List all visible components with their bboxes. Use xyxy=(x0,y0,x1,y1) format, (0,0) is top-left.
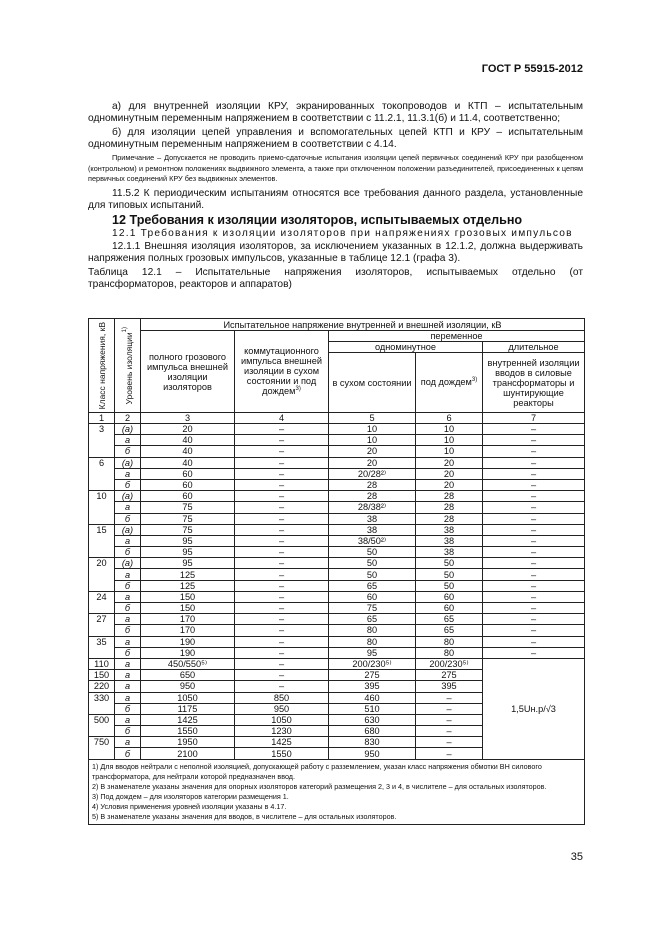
paragraph-a: а) для внутренней изоляции КРУ, экранированных токопроводов и КТП – испытательным одноминутным переменным напряжением в соответствии с 11.2.1, 11.3.1(б) и 11.4, соответственно; xyxy=(88,101,583,125)
cell-col-7: – xyxy=(483,513,585,524)
cell-col-5: 50 xyxy=(329,547,416,558)
col-rain: под дождем$^{3)}$ xyxy=(416,353,483,413)
cell-col-4: – xyxy=(235,547,329,558)
cell-col-3: 75 xyxy=(141,513,235,524)
cell-col-3: 2100 xyxy=(141,748,235,759)
cell-col-2: (а) xyxy=(115,524,141,535)
paragraph-11-5-2: 11.5.2 К периодическим испытаниям относятся все требования данного раздела, установленные для типовых испытаний. xyxy=(88,188,583,212)
cell-col-5: 38 xyxy=(329,524,416,535)
cell-col-5: 95 xyxy=(329,647,416,658)
cell-col-5: 10 xyxy=(329,435,416,446)
col-insulation-level: Уровень изоляции$^{1)}$ xyxy=(115,319,141,413)
col-lightning-impulse: полного грозового импульса внешней изоляции изоляторов xyxy=(141,331,235,413)
cell-col-4: 1425 xyxy=(235,737,329,748)
cell-col-4: – xyxy=(235,513,329,524)
cell-col-6: 50 xyxy=(416,580,483,591)
cell-col-3: 1050 xyxy=(141,692,235,703)
cell-col-3: 190 xyxy=(141,636,235,647)
cell-col-2: б xyxy=(115,479,141,490)
cell-col-5: 630 xyxy=(329,714,416,725)
cell-col-2: б xyxy=(115,603,141,614)
cell-col-5: 38/50²⁾ xyxy=(329,535,416,546)
table-row xyxy=(89,502,585,513)
one-minute-header: одноминутное xyxy=(329,342,483,353)
cell-col-4: – xyxy=(235,625,329,636)
footnote: 1) Для вводов нейтрали с неполной изоляцией, допускающей работу с разземлением, указан класс напряжения обмотки ВН силового трансформатора, для нейтрали которой предназначен ввод. xyxy=(92,761,542,781)
cell-col-6: 20 xyxy=(416,457,483,468)
subsection-title: 12.1 Требования к изоляции изоляторов при напряжениях грозовых импульсов xyxy=(112,228,573,239)
cell-col-7: – xyxy=(483,535,585,546)
cell-col-2: а xyxy=(115,692,141,703)
cell-col-5: 65 xyxy=(329,614,416,625)
cell-col-4: – xyxy=(235,569,329,580)
cell-col-3: 95 xyxy=(141,558,235,569)
cell-voltage-class: 20 xyxy=(89,558,115,592)
table-row xyxy=(89,625,585,636)
cell-col-4: – xyxy=(235,468,329,479)
table-caption: Таблица 12.1 – Испытательные напряжения изоляторов, испытываемых отдельно (от трансформаторов, реакторов и аппаратов) xyxy=(88,267,583,291)
cell-voltage-class: 15 xyxy=(89,524,115,558)
cell-col-7: – xyxy=(483,636,585,647)
cell-col-4: – xyxy=(235,479,329,490)
cell-col-4: – xyxy=(235,614,329,625)
cell-col-5: 50 xyxy=(329,569,416,580)
cell-col-4: 850 xyxy=(235,692,329,703)
cell-col-4: – xyxy=(235,580,329,591)
table-row xyxy=(89,558,585,569)
cell-col-4: – xyxy=(235,658,329,669)
cell-col-4: – xyxy=(235,502,329,513)
cell-col-3: 125 xyxy=(141,580,235,591)
table-row xyxy=(89,491,585,502)
cell-col-3: 1550 xyxy=(141,726,235,737)
cell-col-3: 40 xyxy=(141,457,235,468)
cell-col-2: а xyxy=(115,670,141,681)
cell-col-6: 60 xyxy=(416,603,483,614)
cell-col-2: б xyxy=(115,446,141,457)
table-row xyxy=(89,524,585,535)
paragraph-b: б) для изоляции цепей управления и вспомогательных цепей КТП и КРУ – испытательным одноминутным переменным напряжением в соответствии с 4.14. xyxy=(88,127,583,151)
cell-col-6: 10 xyxy=(416,446,483,457)
test-voltage-table xyxy=(88,318,585,825)
cell-col-6: 28 xyxy=(416,502,483,513)
col-voltage-class: Класс напряжения, кВ xyxy=(89,319,115,413)
cell-col-6: 20 xyxy=(416,479,483,490)
cell-col-2: а xyxy=(115,681,141,692)
cell-col-4: – xyxy=(235,524,329,535)
cell-col-2: б xyxy=(115,703,141,714)
cell-col-3: 1425 xyxy=(141,714,235,725)
cell-col-2: а xyxy=(115,658,141,669)
cell-voltage-class: 6 xyxy=(89,457,115,491)
cell-col-6: – xyxy=(416,703,483,714)
cell-col-6: 200/230⁵⁾ xyxy=(416,658,483,669)
cell-col-6: 28 xyxy=(416,513,483,524)
table-row xyxy=(89,636,585,647)
cell-col-7: – xyxy=(483,614,585,625)
table-row xyxy=(89,547,585,558)
cell-col-3: 170 xyxy=(141,614,235,625)
alternating-header: переменное xyxy=(329,331,585,342)
cell-col-2: а xyxy=(115,614,141,625)
cell-col-7: – xyxy=(483,502,585,513)
cell-col-2: а xyxy=(115,435,141,446)
cell-col-3: 75 xyxy=(141,502,235,513)
cell-col-5: 950 xyxy=(329,748,416,759)
cell-col-7: – xyxy=(483,479,585,490)
cell-col-7: – xyxy=(483,558,585,569)
col-switching-impulse: коммутационного импульса внешней изоляции в сухом состоянии и под дождем$^{3)}$ xyxy=(235,331,329,413)
cell-col-5: 65 xyxy=(329,580,416,591)
col-bushings: внутренней изоляции вводов в силовые трансформаторы и шунтирующие реакторы xyxy=(483,353,585,413)
cell-col-5: 20 xyxy=(329,457,416,468)
cell-voltage-class: 150 xyxy=(89,670,115,681)
table-row xyxy=(89,647,585,658)
cell-col-2: а xyxy=(115,468,141,479)
cell-col-4: 1050 xyxy=(235,714,329,725)
cell-col-2: (а) xyxy=(115,457,141,468)
cell-col-2: а xyxy=(115,535,141,546)
table-row xyxy=(89,603,585,614)
table-row xyxy=(89,457,585,468)
table-row xyxy=(89,424,585,435)
cell-col-2: (а) xyxy=(115,558,141,569)
cell-col-4: – xyxy=(235,535,329,546)
cell-col-5: 38 xyxy=(329,513,416,524)
cell-col-3: 170 xyxy=(141,625,235,636)
cell-col-7: – xyxy=(483,591,585,602)
section-title: 12 Требования к изоляции изоляторов, испытываемых отдельно xyxy=(112,213,523,227)
table-row xyxy=(89,658,585,669)
cell-col-7: – xyxy=(483,547,585,558)
cell-voltage-class: 220 xyxy=(89,681,115,692)
cell-col-4: 950 xyxy=(235,703,329,714)
cell-col-6: – xyxy=(416,726,483,737)
cell-col-5: 200/230⁵⁾ xyxy=(329,658,416,669)
cell-col-5: 680 xyxy=(329,726,416,737)
cell-col-4: – xyxy=(235,446,329,457)
cell-col-5: 80 xyxy=(329,636,416,647)
cell-col-2: б xyxy=(115,547,141,558)
cell-col-6: 50 xyxy=(416,558,483,569)
cell-col-6: 20 xyxy=(416,468,483,479)
cell-col-6: – xyxy=(416,748,483,759)
cell-col-4: – xyxy=(235,591,329,602)
cell-col-7: – xyxy=(483,603,585,614)
cell-col-7: – xyxy=(483,647,585,658)
cell-col-5: 460 xyxy=(329,692,416,703)
cell-col-6: 38 xyxy=(416,547,483,558)
cell-voltage-class: 750 xyxy=(89,737,115,759)
cell-col-5: 10 xyxy=(329,424,416,435)
cell-col-2: а xyxy=(115,737,141,748)
cell-col-5: 275 xyxy=(329,670,416,681)
cell-col-5: 60 xyxy=(329,591,416,602)
cell-col-2: б xyxy=(115,726,141,737)
table-row xyxy=(89,468,585,479)
cell-col-2: б xyxy=(115,748,141,759)
cell-col-3: 60 xyxy=(141,491,235,502)
cell-voltage-class: 500 xyxy=(89,714,115,736)
cell-col-5: 395 xyxy=(329,681,416,692)
cell-col-5: 830 xyxy=(329,737,416,748)
table-row xyxy=(89,435,585,446)
cell-voltage-class: 110 xyxy=(89,658,115,669)
cell-col-3: 125 xyxy=(141,569,235,580)
paragraph-12-1-1: 12.1.1 Внешняя изоляция изоляторов, за исключением указанных в 12.1.2, должна выдерживать напряжения полных грозовых импульсов, указанные в таблице 12.1 (графа 3). xyxy=(88,241,583,265)
cell-col-6: 10 xyxy=(416,435,483,446)
cell-col-6: 28 xyxy=(416,491,483,502)
cell-col-6: 38 xyxy=(416,524,483,535)
cell-voltage-class: 10 xyxy=(89,491,115,525)
table-row xyxy=(89,535,585,546)
cell-col-7: – xyxy=(483,457,585,468)
cell-col-7: – xyxy=(483,424,585,435)
cell-col-6: 38 xyxy=(416,535,483,546)
page-number: 35 xyxy=(570,851,583,863)
footnote: 4) Условия применения уровней изоляции указаны в 4.17. xyxy=(92,801,287,811)
document-header: ГОСТ Р 55915-2012 xyxy=(481,63,583,75)
cell-col-5: 510 xyxy=(329,703,416,714)
cell-col-2: а xyxy=(115,569,141,580)
cell-col-5: 75 xyxy=(329,603,416,614)
cell-col-5: 20/28²⁾ xyxy=(329,468,416,479)
cell-col-4: – xyxy=(235,647,329,658)
cell-voltage-class: 27 xyxy=(89,614,115,636)
cell-col-3: 60 xyxy=(141,479,235,490)
cell-col-6: 65 xyxy=(416,625,483,636)
footnote: 2) В знаменателе указаны значения для опорных изоляторов категорий размещения 2, 3 и 4, в числителе – для остальных изоляторов. xyxy=(92,781,547,791)
cell-col-2: (а) xyxy=(115,491,141,502)
group-header: Испытательное напряжение внутренней и внешней изоляции, кВ xyxy=(141,319,585,331)
cell-col-6: 275 xyxy=(416,670,483,681)
table-footnotes xyxy=(89,759,585,824)
cell-col-7: – xyxy=(483,580,585,591)
cell-col-6: 65 xyxy=(416,614,483,625)
table-row xyxy=(89,479,585,490)
note: Примечание – Допускается не проводить приемо-сдаточные испытания изоляции цепей первичных соединений КРУ при разобщенном (контрольном) и ремонтном положениях выдвижного элемента, а также при отключенном положении разъединителей, присоединенных к цепям первичных соединений КРУ без выдвижных элементов. xyxy=(88,153,583,183)
cell-col-6: 80 xyxy=(416,636,483,647)
cell-col-4: – xyxy=(235,424,329,435)
cell-col-3: 450/550⁵⁾ xyxy=(141,658,235,669)
table-row xyxy=(89,513,585,524)
cell-col-2: а xyxy=(115,591,141,602)
cell-col-2: б xyxy=(115,580,141,591)
footnote: 3) Под дождем – для изоляторов категории размещения 1. xyxy=(92,791,289,801)
table-row xyxy=(89,614,585,625)
cell-col-3: 75 xyxy=(141,524,235,535)
footnote: 5) В знаменателе указаны значения для вводов, в числителе – для остальных изоляторов. xyxy=(92,811,397,821)
cell-col-2: б xyxy=(115,647,141,658)
cell-col-7: – xyxy=(483,468,585,479)
cell-voltage-class: 330 xyxy=(89,692,115,714)
cell-col-2: а xyxy=(115,502,141,513)
cell-col-6: 80 xyxy=(416,647,483,658)
cell-col-3: 40 xyxy=(141,435,235,446)
table-row xyxy=(89,569,585,580)
cell-col-6: 50 xyxy=(416,569,483,580)
cell-col-6: – xyxy=(416,714,483,725)
cell-col-4: – xyxy=(235,491,329,502)
cell-col-5: 20 xyxy=(329,446,416,457)
cell-col-4: – xyxy=(235,670,329,681)
cell-col-3: 95 xyxy=(141,535,235,546)
cell-col-4: – xyxy=(235,603,329,614)
cell-col-5: 28 xyxy=(329,491,416,502)
cell-col-4: – xyxy=(235,636,329,647)
cell-col-7: – xyxy=(483,524,585,535)
cell-col-4: 1550 xyxy=(235,748,329,759)
cell-col-4: 1230 xyxy=(235,726,329,737)
cell-col-5: 80 xyxy=(329,625,416,636)
cell-col-3: 190 xyxy=(141,647,235,658)
cell-col-6: – xyxy=(416,737,483,748)
cell-col-3: 150 xyxy=(141,591,235,602)
cell-col-6: – xyxy=(416,692,483,703)
table-row xyxy=(89,446,585,457)
cell-voltage-class: 3 xyxy=(89,424,115,458)
cell-col-6: 395 xyxy=(416,681,483,692)
cell-col-7: – xyxy=(483,446,585,457)
cell-col-3: 1950 xyxy=(141,737,235,748)
cell-col-3: 950 xyxy=(141,681,235,692)
long-term-header: длительное xyxy=(483,342,585,353)
cell-col-3: 150 xyxy=(141,603,235,614)
cell-col-4: – xyxy=(235,435,329,446)
cell-col-3: 60 xyxy=(141,468,235,479)
cell-col-5: 28 xyxy=(329,479,416,490)
cell-voltage-class: 24 xyxy=(89,591,115,613)
cell-col-5: 28/38²⁾ xyxy=(329,502,416,513)
cell-col-5: 50 xyxy=(329,558,416,569)
column-numbers-row: 1 2 3 4 5 6 7 xyxy=(89,413,585,424)
cell-col-4: – xyxy=(235,681,329,692)
cell-col-3: 650 xyxy=(141,670,235,681)
cell-voltage-class: 35 xyxy=(89,636,115,658)
cell-col-2: а xyxy=(115,714,141,725)
cell-col-4: – xyxy=(235,558,329,569)
cell-col-6: 60 xyxy=(416,591,483,602)
cell-long-term-value: 1,5Uн.р/√3 xyxy=(483,658,585,759)
col-dry: в сухом состоянии xyxy=(329,353,416,413)
cell-col-7: – xyxy=(483,569,585,580)
cell-col-3: 1175 xyxy=(141,703,235,714)
cell-col-3: 40 xyxy=(141,446,235,457)
cell-col-2: б xyxy=(115,625,141,636)
table-row xyxy=(89,591,585,602)
table-row xyxy=(89,580,585,591)
cell-col-2: б xyxy=(115,513,141,524)
cell-col-7: – xyxy=(483,435,585,446)
cell-col-3: 20 xyxy=(141,424,235,435)
cell-col-6: 10 xyxy=(416,424,483,435)
cell-col-2: (а) xyxy=(115,424,141,435)
cell-col-7: – xyxy=(483,625,585,636)
cell-col-3: 95 xyxy=(141,547,235,558)
cell-col-7: – xyxy=(483,491,585,502)
cell-col-4: – xyxy=(235,457,329,468)
cell-col-2: а xyxy=(115,636,141,647)
